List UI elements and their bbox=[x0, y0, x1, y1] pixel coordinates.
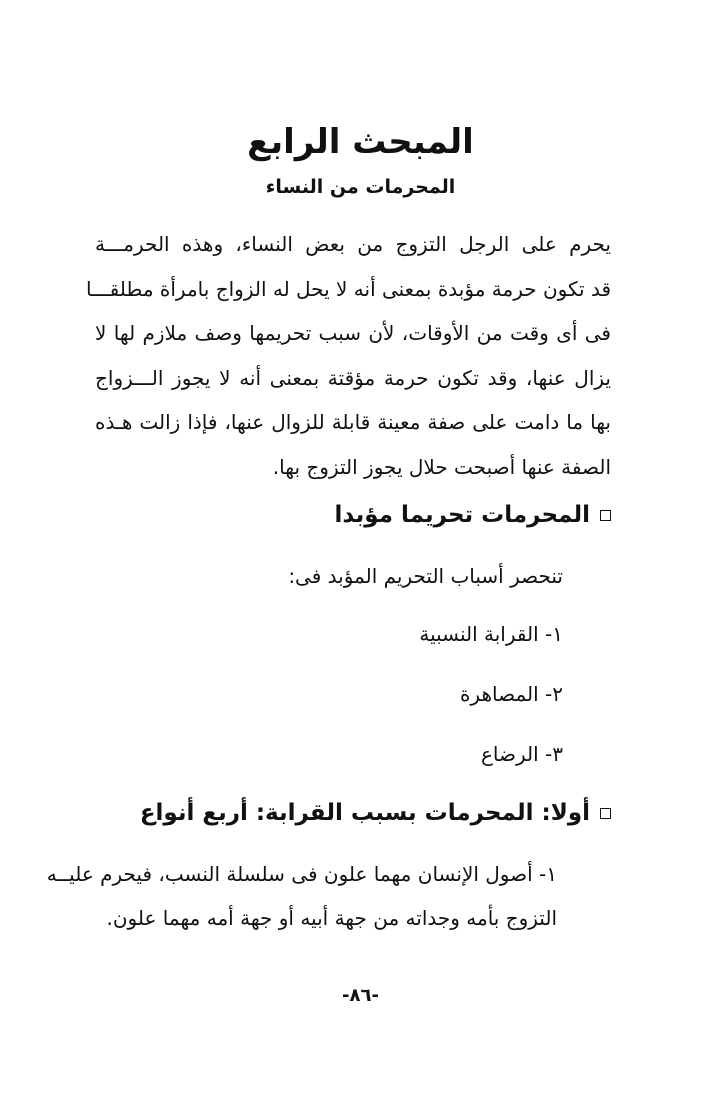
square-bullet-icon bbox=[600, 808, 611, 819]
list-item: ٣- الرضاع bbox=[480, 742, 563, 766]
kinship-paragraph bbox=[46, 852, 557, 940]
section-heading-kinship bbox=[140, 800, 611, 826]
chapter-subtitle: المحرمات من النساء bbox=[265, 176, 456, 198]
list-item: ١- القرابة النسبية bbox=[419, 622, 563, 646]
list-item: ٢- المصاهرة bbox=[459, 682, 563, 706]
paragraph-line: الصفة عنها أصبحت حلال يجوز التزوج بها. bbox=[272, 454, 611, 479]
section-heading-text: أولا: المحرمات بسبب القرابة: أربع أنواع bbox=[139, 800, 590, 826]
intro-paragraph bbox=[86, 222, 611, 489]
paragraph-line: ١- أصول الإنسان مهما علون فى سلسلة النسب، فيحرم عليــه bbox=[46, 862, 557, 886]
chapter-title: المبحث الرابع bbox=[247, 122, 474, 162]
section-heading-text: المحرمات تحريما مؤبدا bbox=[334, 502, 590, 528]
paragraph-line: فى أى وقت من الأوقات، لأن سبب تحريمها وصف ملازم لها لا bbox=[95, 321, 611, 345]
paragraph-line: بها ما دامت على صفة معينة قابلة للزوال عنها، فإذا زالت هـذه bbox=[95, 410, 611, 434]
paragraph-line: التزوج بأمه وجداته من جهة أبيه أو جهة أمه مهما علون. bbox=[106, 906, 557, 930]
causes-intro: تنحصر أسباب التحريم المؤبد فى: bbox=[288, 564, 563, 588]
paragraph-line: يزال عنها، وقد تكون حرمة مؤقتة بمعنى أنه لا يجوز الـــزواج bbox=[95, 365, 611, 390]
section-heading-permanent bbox=[334, 502, 611, 528]
paragraph-line: قد تكون حرمة مؤبدة بمعنى أنه لا يحل له الزواج بامرأة مطلقـــا bbox=[86, 276, 611, 301]
square-bullet-icon bbox=[600, 510, 611, 521]
page-number: -٨٦- bbox=[342, 985, 379, 1006]
paragraph-line: يحرم على الرجل التزوج من بعض النساء، وهذه الحرمـــة bbox=[95, 232, 611, 256]
